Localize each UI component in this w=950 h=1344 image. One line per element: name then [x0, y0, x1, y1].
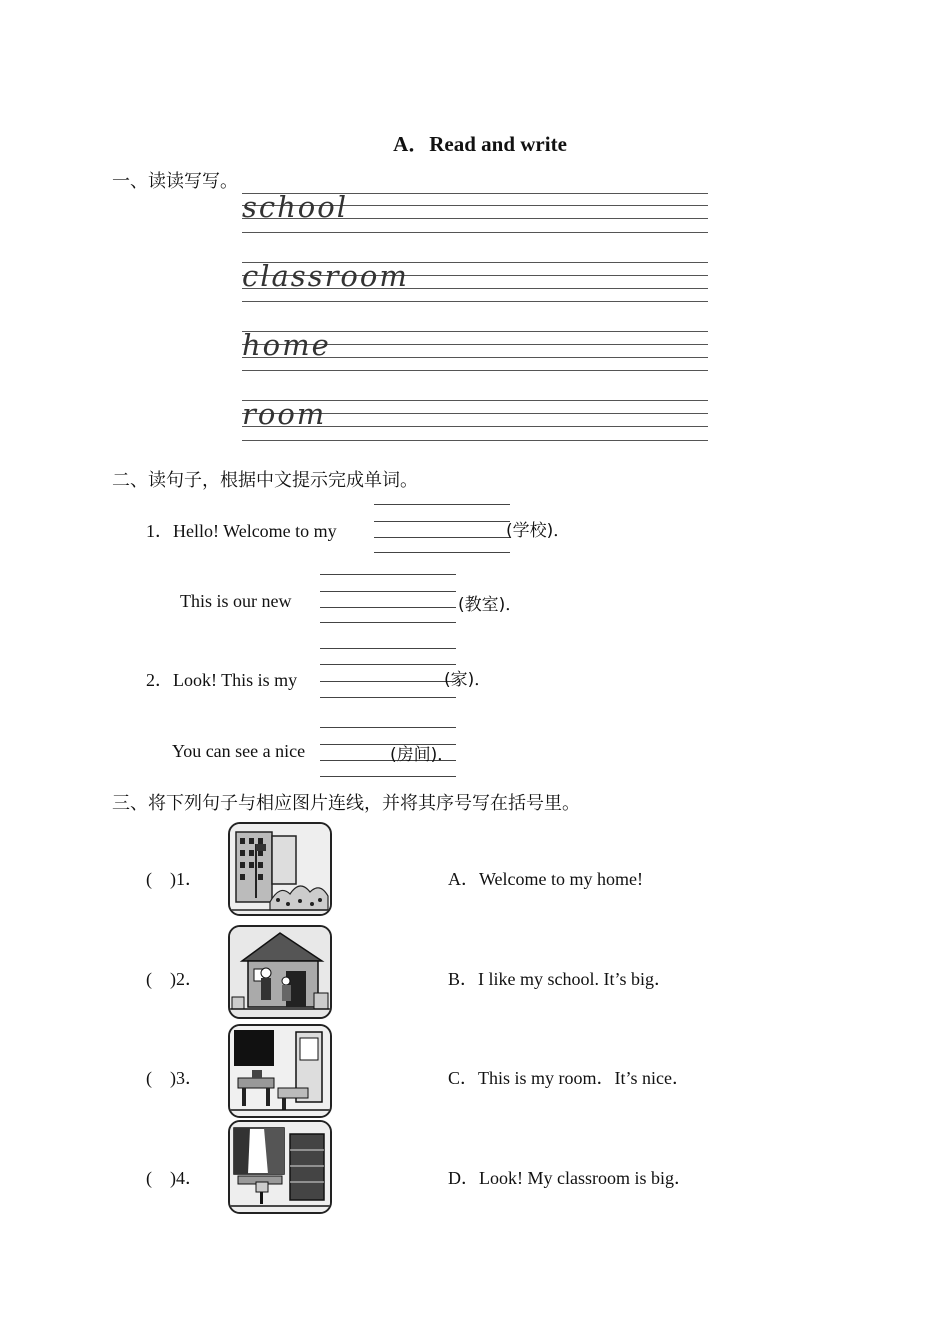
- answer-bracket-3[interactable]: ( )3．: [146, 1068, 203, 1088]
- hint-school: (学校)．: [506, 521, 571, 541]
- room-picture-icon: [228, 1120, 332, 1214]
- home-picture-icon: [228, 925, 332, 1019]
- option-b: B．I like my school. It’s big．: [448, 969, 672, 989]
- answer-bracket-1[interactable]: ( )1．: [146, 869, 203, 889]
- hint-room: (房间)．: [390, 745, 455, 765]
- answer-bracket-2[interactable]: ( )2．: [146, 969, 203, 989]
- word-room: room: [242, 397, 327, 431]
- hint-home: (家)．: [444, 670, 492, 690]
- word-home: home: [242, 328, 331, 362]
- school-picture-icon: [228, 822, 332, 916]
- section2-heading: 二、读句子，根据中文提示完成单词。: [112, 470, 418, 491]
- sentence-2a: 2．Look! This is my: [146, 670, 298, 690]
- section1-heading: 一、读读写写。: [112, 171, 238, 192]
- word-school: school: [242, 190, 348, 224]
- word-classroom: classroom: [242, 259, 409, 293]
- option-a: A．Welcome to my home!: [448, 869, 644, 889]
- sentence-1b: This is our new: [180, 591, 292, 611]
- sentence-1a: 1．Hello! Welcome to my: [146, 521, 337, 541]
- option-d: D．Look! My classroom is big．: [448, 1168, 692, 1188]
- option-c: C．This is my room．It’s nice．: [448, 1068, 690, 1088]
- classroom-picture-icon: [228, 1024, 332, 1118]
- answer-bracket-4[interactable]: ( )4．: [146, 1168, 203, 1188]
- section3-heading: 三、将下列句子与相应图片连线，并将其序号写在括号里。: [112, 793, 580, 814]
- hint-classroom: (教室)．: [458, 595, 523, 615]
- sentence-2b: You can see a nice: [172, 741, 306, 761]
- page-title: A．Read and write: [393, 132, 567, 156]
